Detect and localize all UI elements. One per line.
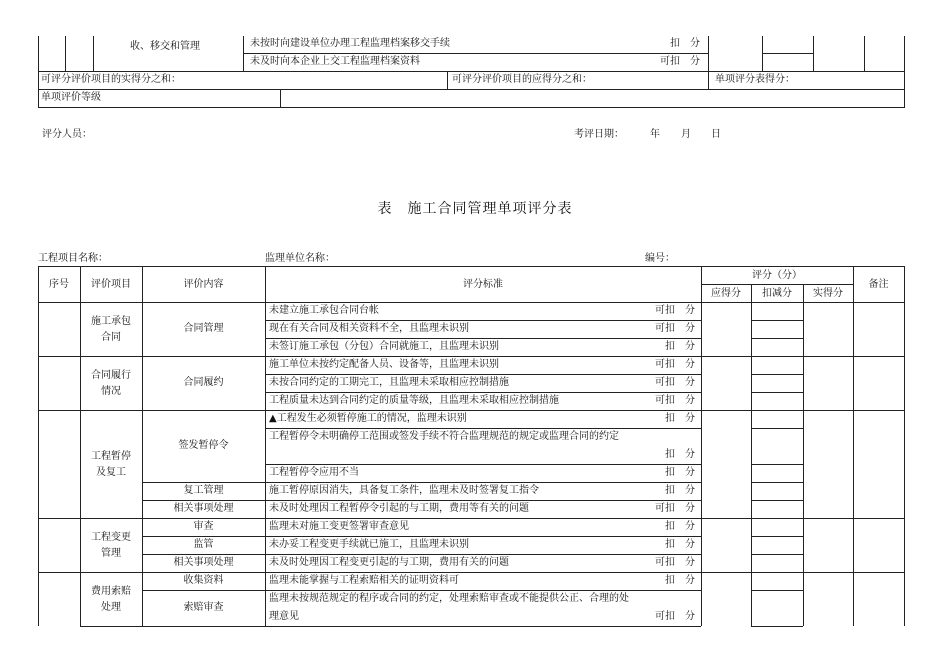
table-rule xyxy=(142,536,265,537)
table-rule xyxy=(80,626,142,627)
item-label: 费用索赔 xyxy=(91,586,131,597)
item-label: 管理 xyxy=(101,548,121,559)
table-rule xyxy=(751,536,803,537)
supervisor-name-label: 监理单位名称： xyxy=(265,253,335,264)
deduct-amount: 扣 分 xyxy=(665,413,695,424)
table-rule xyxy=(80,266,81,626)
table-score-label: 单项评分表得分： xyxy=(715,74,795,85)
table-rule xyxy=(751,626,803,627)
table-rule xyxy=(38,572,904,573)
criterion-text: 未办妥工程变更手续就已施工，且监理未识别 xyxy=(269,539,469,550)
deduct-amount: 扣 分 xyxy=(665,449,695,460)
table-rule xyxy=(751,590,803,591)
item-label: 合同 xyxy=(101,332,121,343)
table-rule xyxy=(265,320,701,321)
table-rule xyxy=(142,626,265,627)
criterion-text: 监理未能掌握与工程索赔相关的证明资料可 xyxy=(269,575,459,586)
top-deduct-2: 可扣 分 xyxy=(660,56,700,67)
grade-label: 单项评价等级 xyxy=(41,92,101,103)
header-note: 备注 xyxy=(868,279,889,290)
table-rule xyxy=(701,266,702,626)
table-rule xyxy=(701,284,853,285)
criterion-text: 工程暂停令未明确停工范围或签发手续不符合监理规范的规定或监理合同的约定 xyxy=(269,431,619,442)
content-label: 相关事项处理 xyxy=(173,503,234,514)
deduct-amount: 可扣 分 xyxy=(655,377,695,388)
criterion-text: 未建立施工承包合同台帐 xyxy=(269,305,379,316)
item-label: 施工承包 xyxy=(91,316,131,327)
content-label: 审查 xyxy=(193,521,214,532)
header-score: 评分（分） xyxy=(752,270,802,281)
item-label: 及复工 xyxy=(96,467,126,478)
table-rule xyxy=(265,266,266,626)
actual-sum-label: 可评分评价项目的实得分之和： xyxy=(41,74,181,85)
deduct-amount: 可扣 分 xyxy=(655,395,695,406)
content-label: 索赔审查 xyxy=(183,602,224,613)
criterion-text-cont: 理意见 xyxy=(269,611,299,622)
deduct-amount: 扣 分 xyxy=(665,485,695,496)
table-rule xyxy=(265,626,701,627)
header-content: 评价内容 xyxy=(183,279,224,290)
table-rule xyxy=(142,482,265,483)
table-title: 表 施工合同管理单项评分表 xyxy=(377,201,573,217)
table-rule xyxy=(853,266,854,626)
deduct-amount: 扣 分 xyxy=(665,521,695,532)
table-rule xyxy=(265,338,701,339)
table-rule xyxy=(265,536,701,537)
deduct-amount: 可扣 分 xyxy=(655,359,695,370)
deduct-amount: 可扣 分 xyxy=(655,323,695,334)
header-deduct: 扣减分 xyxy=(762,288,792,299)
table-rule xyxy=(265,482,701,483)
table-rule xyxy=(265,590,701,591)
header-seq: 序号 xyxy=(49,279,69,290)
item-label: 工程暂停 xyxy=(91,451,131,462)
criterion-text: 工程质量未达到合同约定的质量等级，且监理未采取相应控制措施 xyxy=(269,395,559,406)
table-rule xyxy=(265,554,701,555)
table-rule xyxy=(751,392,803,393)
table-rule xyxy=(265,392,701,393)
header-actual: 实得分 xyxy=(813,288,843,299)
table-rule xyxy=(38,302,904,303)
table-rule xyxy=(38,518,904,519)
item-label: 工程变更 xyxy=(91,532,131,543)
date-month: 月 xyxy=(681,129,691,140)
table-rule xyxy=(142,554,265,555)
content-label: 收集资料 xyxy=(183,575,224,586)
table-rule xyxy=(38,356,904,357)
table-rule xyxy=(265,464,701,465)
criterion-text: 未及时处理因工程变更引起的与工期，费用有关的问题 xyxy=(269,557,509,568)
top-criterion-1: 未按时向建设单位办理工程监理档案移交手续 xyxy=(250,38,450,49)
deduct-amount: 可扣 分 xyxy=(655,557,695,568)
table-rule xyxy=(142,266,143,626)
table-rule xyxy=(751,500,803,501)
table-rule xyxy=(751,482,803,483)
top-criterion-2: 未及时向本企业上交工程监理档案资料 xyxy=(250,56,420,67)
table-rule xyxy=(38,410,904,411)
content-label: 合同履约 xyxy=(183,377,224,388)
content-label: 签发暂停令 xyxy=(178,440,229,451)
criterion-text: 未及时处理因工程暂停令引起的与工期，费用等有关的问题 xyxy=(269,503,529,514)
criterion-text: 监理未按规范规定的程序或合同的约定，处理索赔审查或不能提供公正、合理的处 xyxy=(269,593,629,604)
project-name-label: 工程项目名称： xyxy=(38,253,108,264)
scorer-label: 评分人员： xyxy=(42,129,92,140)
table-rule xyxy=(142,500,265,501)
content-label: 合同管理 xyxy=(183,323,224,334)
content-label: 相关事项处理 xyxy=(173,557,234,568)
table-rule xyxy=(751,374,803,375)
expected-sum-label: 可评分评价项目的应得分之和： xyxy=(452,74,592,85)
header-due: 应得分 xyxy=(711,288,741,299)
header-standard: 评分标准 xyxy=(463,279,503,290)
table-rule xyxy=(38,266,39,626)
date-day: 日 xyxy=(711,129,721,140)
deduct-amount: 扣 分 xyxy=(665,575,695,586)
item-label: 合同履行 xyxy=(91,370,131,381)
header-item: 评价项目 xyxy=(91,279,131,290)
deduct-amount: 扣 分 xyxy=(665,341,695,352)
item-label: 处理 xyxy=(101,602,121,613)
table-rule xyxy=(803,284,804,626)
table-rule xyxy=(751,284,752,626)
criterion-text: 施工暂停原因消失，具备复工条件，监理未及时签署复工指令 xyxy=(269,485,539,496)
table-rule xyxy=(904,266,905,626)
deduct-amount: 可扣 分 xyxy=(655,611,695,622)
content-label: 监管 xyxy=(193,539,214,550)
date-year: 年 xyxy=(650,129,660,140)
top-deduct-1: 扣 分 xyxy=(670,38,700,49)
criterion-text: 施工单位未按约定配备人员、设备等，且监理未识别 xyxy=(269,359,499,370)
date-label: 考评日期： xyxy=(574,129,624,140)
table-rule xyxy=(142,590,265,591)
table-rule xyxy=(38,266,904,267)
deduct-amount: 扣 分 xyxy=(665,467,695,478)
item-label: 情况 xyxy=(101,386,121,397)
table-rule xyxy=(751,338,803,339)
number-label: 编号： xyxy=(645,253,675,264)
table-rule xyxy=(751,464,803,465)
table-rule xyxy=(265,500,701,501)
criterion-text: 工程暂停令应用不当 xyxy=(269,467,359,478)
top-category: 收、移交和管理 xyxy=(130,41,200,52)
criterion-text: 现在有关合同及相关资料不全，且监理未识别 xyxy=(269,323,469,334)
criterion-text: ▲工程发生必须暂停施工的情况，监理未识别 xyxy=(269,413,467,424)
table-rule xyxy=(751,428,803,429)
table-rule xyxy=(751,320,803,321)
criterion-text: 未按合同约定的工期完工，且监理未采取相应控制措施 xyxy=(269,377,509,388)
deduct-amount: 可扣 分 xyxy=(655,503,695,514)
table-rule xyxy=(265,428,701,429)
criterion-text: 未签订施工承包（分包）合同就施工，且监理未识别 xyxy=(269,341,499,352)
table-rule xyxy=(265,374,701,375)
deduct-amount: 可扣 分 xyxy=(655,305,695,316)
deduct-amount: 扣 分 xyxy=(665,539,695,550)
content-label: 复工管理 xyxy=(183,485,224,496)
criterion-text: 监理未对施工变更签署审查意见 xyxy=(269,521,409,532)
table-rule xyxy=(751,554,803,555)
